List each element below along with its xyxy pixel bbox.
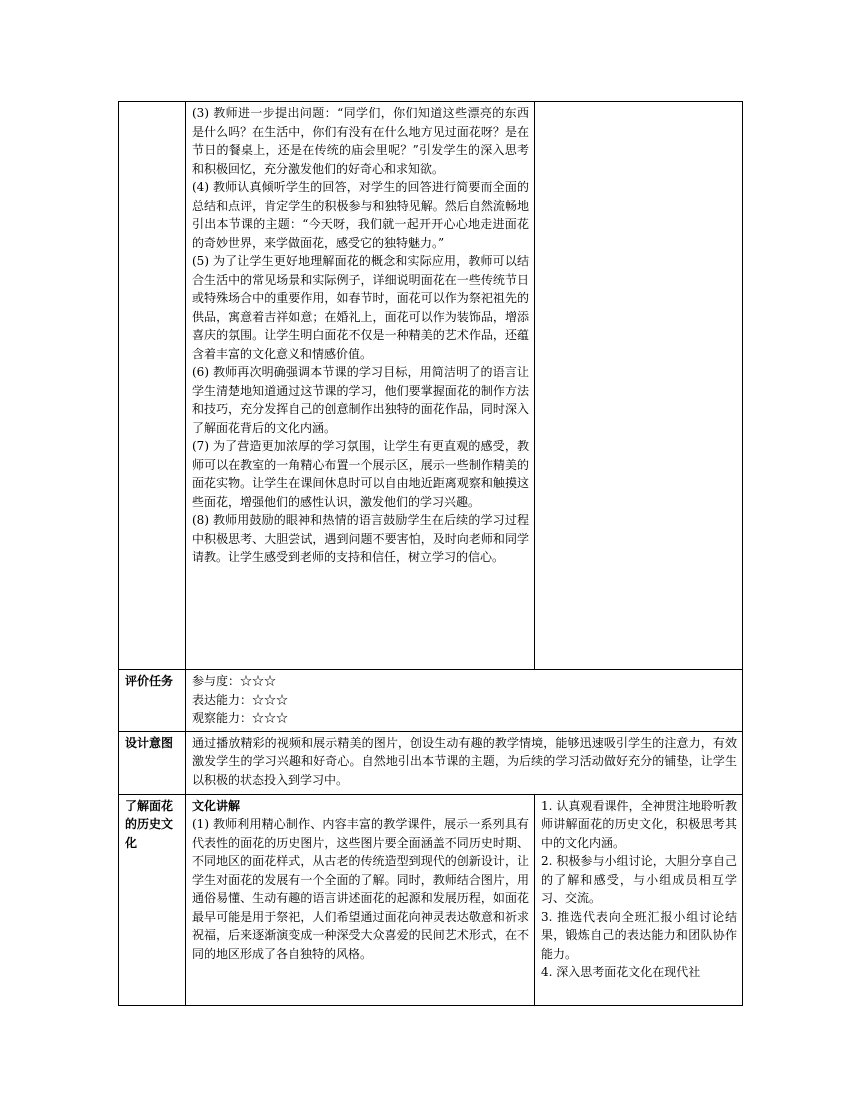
design-intent-cell (186, 731, 743, 794)
student-item: 2. 积极参与小组讨论，大胆分享自己的了解和感受，与小组成员相互学习、交流。 (541, 854, 737, 905)
paragraph: (4) 教师认真倾听学生的回答，对学生的回答进行简要而全面的总结和点评，肯定学生的积极参与和独特见解。然后自然流畅地引出本节课的主题：“今天呀，我们就一起开开心心地走进面花的奇妙世界，来学做面花，感受它的独特魅力。” (192, 180, 529, 250)
table-row (119, 670, 743, 732)
paragraph: (1) 教师利用精心制作、内容丰富的教学课件，展示一系列具有代表性的面花的历史图片，这些图片要全面涵盖不同历史时期、不同地区的面花样式，从古老的传统造型到现代的创新设计，让学生对面花的发展有一个全面的了解。同时，教师结合图片，用通俗易懂、生动有趣的语言讲述面花的起源和发展历程，如面花最早可能是用于祭祀，人们希望通过面花向神灵表达敬意和祈求祝福，后来逐渐演变成一种深受大众喜爱的民间艺术形式，在不同的地区形成了各自独特的风格。 (192, 817, 529, 961)
evaluation-item: 参与度：☆☆☆ (192, 674, 277, 688)
evaluation-item: 观察能力：☆☆☆ (192, 711, 289, 725)
paragraph: (8) 教师用鼓励的眼神和热情的语言鼓励学生在后续的学习过程中积极思考、大胆尝试，遇到问题不要害怕，及时向老师和同学请教。让学生感受到老师的支持和信任，树立学习的信心。 (192, 513, 529, 564)
design-intent-text: 通过播放精彩的视频和展示精美的图片，创设生动有趣的教学情境，能够迅速吸引学生的注意力，有效激发学生的学习兴趣和好奇心。自然地引出本节课的主题，为后续的学习活动做好充分的铺垫，让学生以积极的状态投入到学习中。 (192, 735, 737, 787)
paragraph: (5) 为了让学生更好地理解面花的概念和实际应用，教师可以结合生活中的常见场景和实际例子，详细说明面花在一些传统节日或特殊场合中的重要作用，如春节时，面花可以作为祭祀祖先的供品，寓意着吉祥如意；在婚礼上，面花可以作为装饰品，增添喜庆的氛围。让学生明白面花不仅是一种精美的艺术作品，还蕴含着丰富的文化意义和情感价值。 (192, 254, 529, 361)
paragraph: (3) 教师进一步提出问题：“同学们，你们知道这些漂亮的东西是什么吗？在生活中，你们有没有在什么地方见过面花呀？是在节日的餐桌上，还是在传统的庙会里呢？”引发学生的深入思考和积极回忆，充分激发他们的好奇心和求知欲。 (192, 106, 529, 176)
teacher-activity-cell (186, 102, 535, 670)
student-item: 3. 推选代表向全班汇报小组讨论结果，锻炼自己的表达能力和团队协作能力。 (541, 909, 737, 961)
teacher-activity-cell (186, 794, 535, 1005)
row-label-evaluation: 评价任务 (119, 670, 186, 732)
student-item: 1. 认真观看课件，全神贯注地聆听教师讲解面花的历史文化，积极思考其中的文化内涵。 (541, 798, 737, 850)
table-row (119, 102, 743, 670)
paragraph: (7) 为了营造更加浓厚的学习氛围，让学生有更直观的感受，教师可以在教室的一角精心布置一个展示区，展示一些制作精美的面花实物。让学生在课间休息时可以自由地近距离观察和触摸这些面花，增强他们的感性认识，激发他们的学习兴趣。 (192, 439, 529, 509)
table-row (119, 731, 743, 794)
row-label-design: 设计意图 (119, 731, 186, 794)
evaluation-item: 表达能力：☆☆☆ (192, 692, 289, 707)
table-row (119, 794, 743, 1005)
section-subheading: 文化讲解 (192, 798, 241, 813)
paragraph: (6) 教师再次明确强调本节课的学习目标，用简洁明了的语言让学生清楚地知道通过这节课的学习，他们要掌握面花的制作方法和技巧，充分发挥自己的创意制作出独特的面花作品，同时深入了解面花背后的文化内涵。 (192, 365, 529, 435)
row-label-history: 了解面花的历史文化 (119, 794, 186, 1005)
student-activity-cell (535, 794, 743, 1005)
student-activity-cell (535, 102, 743, 670)
student-item: 4. 深入思考面花文化在现代社 (541, 965, 701, 979)
evaluation-cell (186, 670, 743, 732)
row-label (119, 102, 186, 670)
lesson-plan-table (118, 101, 743, 1006)
